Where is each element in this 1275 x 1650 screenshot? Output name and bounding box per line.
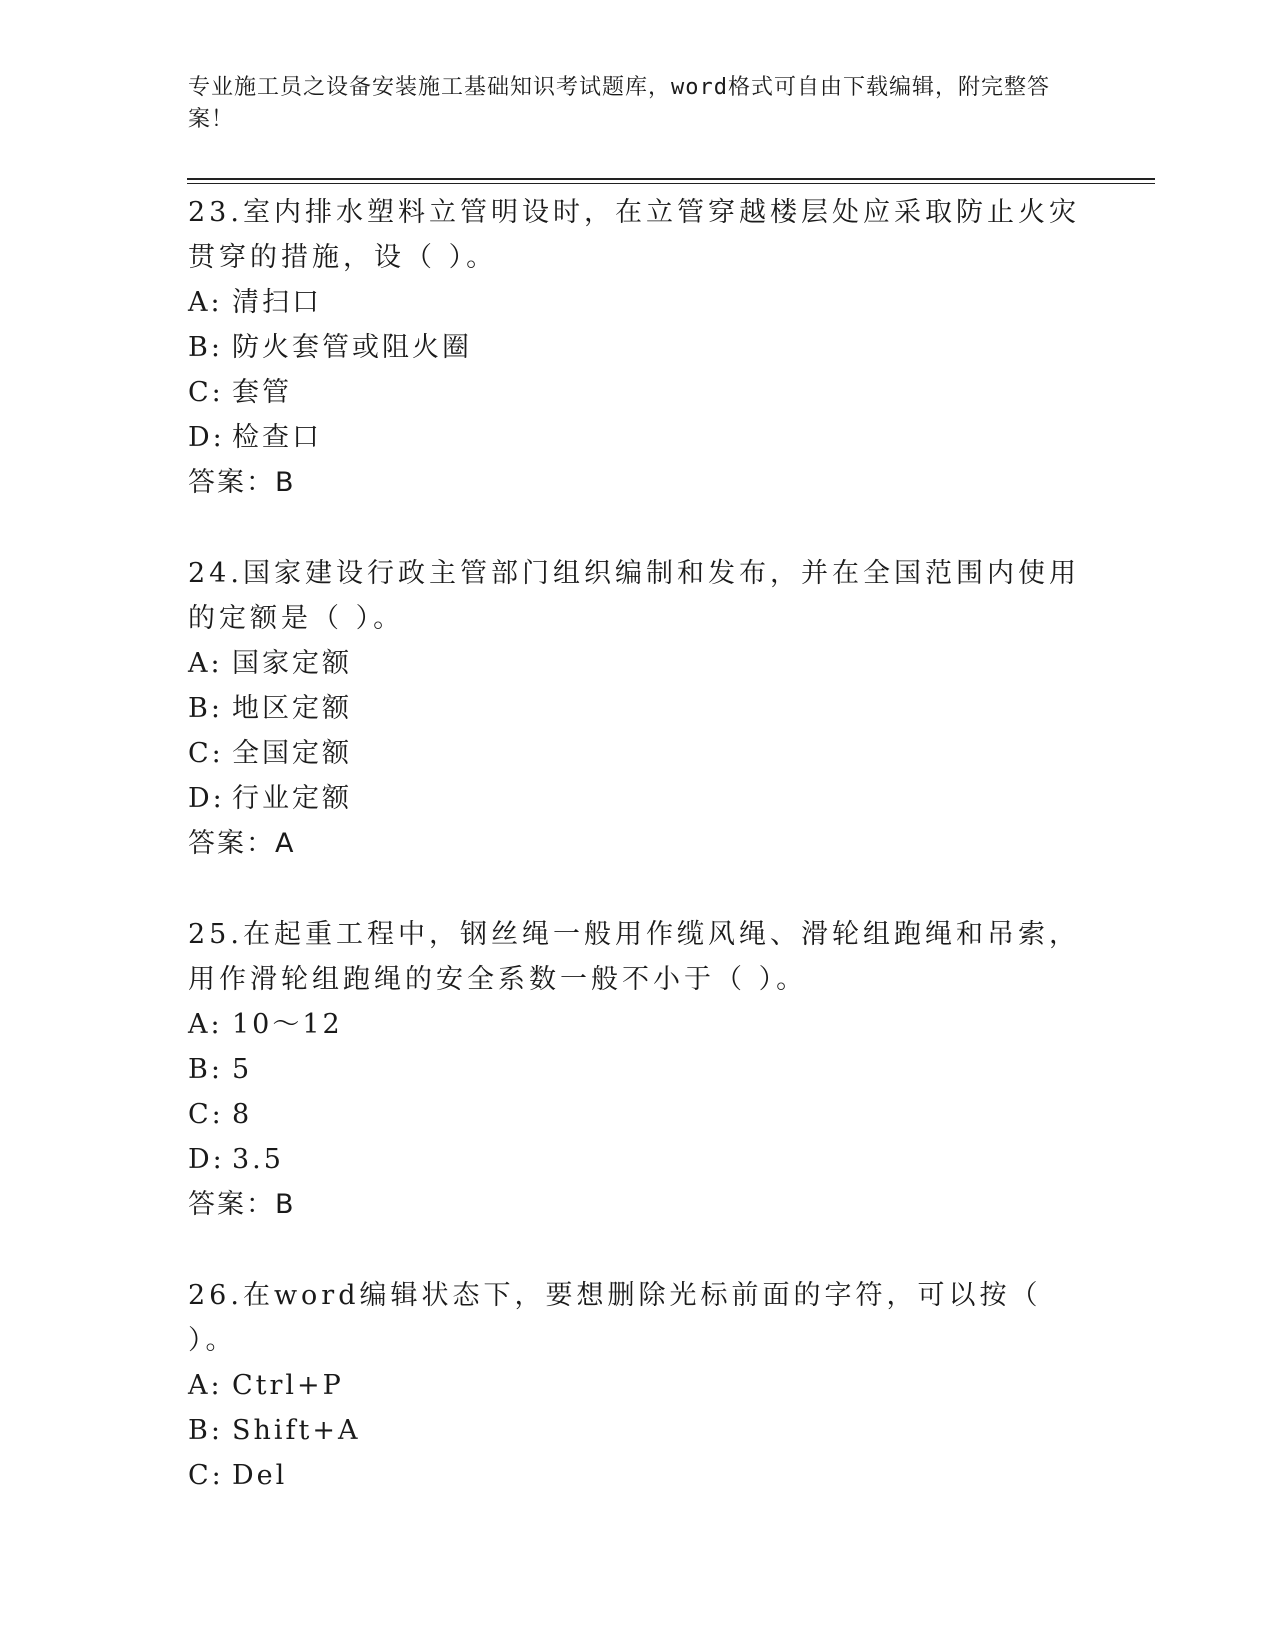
option-text: 行业定额 xyxy=(232,783,352,814)
question-26 xyxy=(188,1273,1088,1498)
option-c xyxy=(188,1453,1088,1498)
option-text: 10～12 xyxy=(232,1009,343,1040)
header-divider xyxy=(187,178,1155,184)
option-d xyxy=(188,415,1088,460)
option-a xyxy=(188,1002,1088,1047)
option-text: 全国定额 xyxy=(232,738,352,769)
option-b xyxy=(188,1408,1088,1453)
answer-line: 答案：B xyxy=(188,1189,296,1220)
option-letter: A: xyxy=(188,287,223,318)
option-a xyxy=(188,1363,1088,1408)
option-letter: C: xyxy=(188,1099,224,1130)
option-text: 5 xyxy=(232,1054,253,1085)
option-a xyxy=(188,641,1088,686)
option-letter: D: xyxy=(188,783,225,814)
option-text: 国家定额 xyxy=(232,648,352,679)
option-letter: D: xyxy=(188,1144,225,1175)
option-letter: C: xyxy=(188,1460,224,1491)
option-b xyxy=(188,325,1088,370)
option-letter: A: xyxy=(188,648,223,679)
option-text: 防火套管或阻火圈 xyxy=(232,332,472,363)
option-text: 地区定额 xyxy=(232,693,352,724)
question-24 xyxy=(188,551,1088,866)
option-letter: B: xyxy=(188,1054,223,1085)
option-letter: D: xyxy=(188,422,225,453)
question-stem: 23.室内排水塑料立管明设时，在立管穿越楼层处应采取防止火灾贯穿的措施，设（ ）。 xyxy=(188,197,1080,273)
option-text: 3.5 xyxy=(232,1144,284,1175)
question-stem: 26.在word编辑状态下，要想删除光标前面的字符，可以按（ ）。 xyxy=(188,1280,1042,1356)
option-letter: A: xyxy=(188,1370,223,1401)
option-letter: A: xyxy=(188,1009,223,1040)
option-d xyxy=(188,1137,1088,1182)
option-letter: B: xyxy=(188,1415,223,1446)
option-letter: C: xyxy=(188,738,224,769)
option-text: 检查口 xyxy=(232,422,322,453)
option-text: Del xyxy=(232,1460,288,1491)
document-header: 专业施工员之设备安装施工基础知识考试题库，word格式可自由下载编辑，附完整答案！ xyxy=(188,75,1050,132)
option-b xyxy=(188,1047,1088,1092)
question-stem: 24.国家建设行政主管部门组织编制和发布，并在全国范围内使用的定额是（ ）。 xyxy=(188,558,1080,634)
option-text: Ctrl+P xyxy=(232,1370,344,1401)
option-text: 套管 xyxy=(232,377,292,408)
answer-line: 答案：A xyxy=(188,828,296,859)
option-letter: C: xyxy=(188,377,224,408)
answer-line: 答案：B xyxy=(188,467,296,498)
question-25 xyxy=(188,912,1088,1227)
question-stem: 25.在起重工程中，钢丝绳一般用作缆风绳、滑轮组跑绳和吊索，用作滑轮组跑绳的安全系数一般不小于（ ）。 xyxy=(188,919,1080,995)
option-text: Shift+A xyxy=(232,1415,361,1446)
option-c xyxy=(188,1092,1088,1137)
option-letter: B: xyxy=(188,693,223,724)
option-d xyxy=(188,776,1088,821)
question-list xyxy=(188,190,1088,1544)
option-letter: B: xyxy=(188,332,223,363)
option-text: 8 xyxy=(232,1099,253,1130)
question-23 xyxy=(188,190,1088,505)
option-b xyxy=(188,686,1088,731)
option-c xyxy=(188,731,1088,776)
option-c xyxy=(188,370,1088,415)
option-a xyxy=(188,280,1088,325)
option-text: 清扫口 xyxy=(232,287,322,318)
